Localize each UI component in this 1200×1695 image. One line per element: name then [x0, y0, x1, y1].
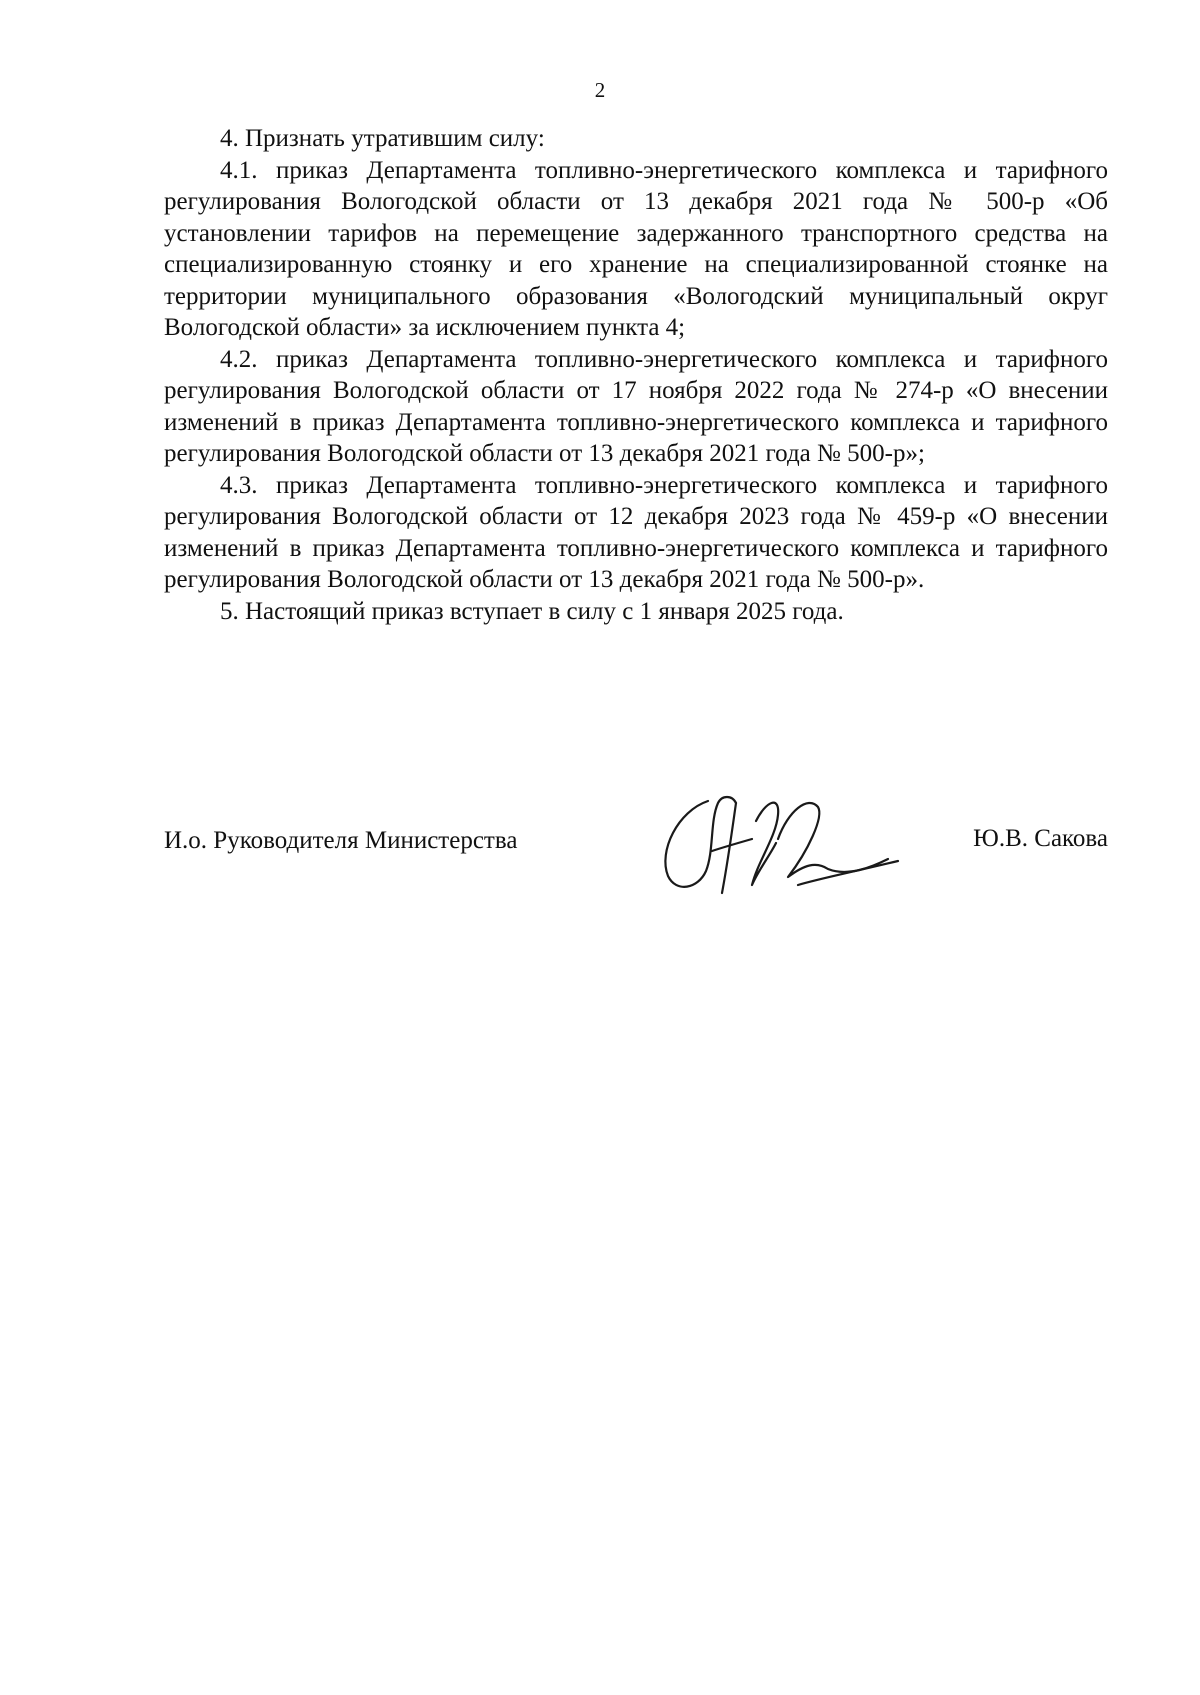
paragraph-4-2: 4.2. приказ Департамента топливно-энергетического комплекса и тарифного регулирования Вологодской области от 17 ноября 2022 года № 274-р «О внесении изменений в приказ Департамента топливно-энергетического комплекса и тарифного регулирования Вологодской области от 13 декабря 2021 года № 500-р»; — [164, 345, 1108, 467]
paragraph-4-1: 4.1. приказ Департамента топливно-энергетического комплекса и тарифного регулирования Вологодской области от 13 декабря 2021 года № 500-р «Об установлении тарифов на перемещение задержанного транспортного средства на специализированную стоянку и его хранение на специализированной стоянке на территории муниципального образования «Вологодский муниципальный округ Вологодской области» за исключением пункта 4; — [164, 156, 1108, 341]
handwritten-signature — [648, 781, 908, 901]
page-number: 2 — [594, 78, 606, 102]
document-body — [164, 123, 1108, 627]
paragraph-4: 4. Признать утратившим силу: — [220, 125, 545, 152]
paragraph-5: 5. Настоящий приказ вступает в силу с 1 января 2025 года. — [220, 597, 844, 625]
signature-block — [164, 785, 1108, 925]
signatory-position: И.о. Руководителя Министерства — [164, 827, 518, 854]
signatory-name: Ю.В. Сакова — [973, 825, 1108, 852]
paragraph-4-3: 4.3. приказ Департамента топливно-энергетического комплекса и тарифного регулирования Вологодской области от 12 декабря 2023 года № 459-р «О внесении изменений в приказ Департамента топливно-энергетического комплекса и тарифного регулирования Вологодской области от 13 декабря 2021 года № 500-р». — [164, 471, 1108, 593]
